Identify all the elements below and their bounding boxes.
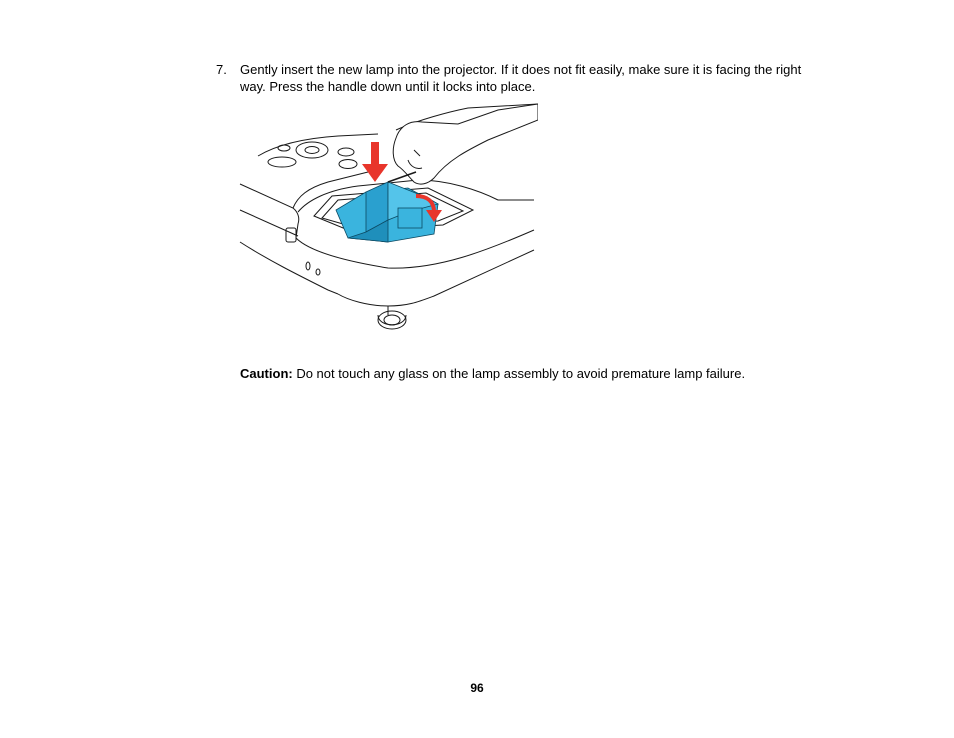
projector-lamp-illustration (238, 100, 538, 332)
page-number: 96 (470, 681, 484, 695)
lamp-assembly (336, 182, 438, 242)
press-down-arrow-icon (362, 142, 388, 182)
step-number: 7. (216, 62, 227, 77)
caution-note (240, 365, 860, 382)
step-text: Gently insert the new lamp into the projector. If it does not fit easily, make sure it is facing the right way. Press the handle down until it locks into place. (240, 62, 802, 94)
caution-text: Do not touch any glass on the lamp assembly to avoid premature lamp failure. (292, 366, 746, 381)
caution-label: Caution: (240, 366, 293, 381)
lamp-install-figure (238, 100, 538, 332)
